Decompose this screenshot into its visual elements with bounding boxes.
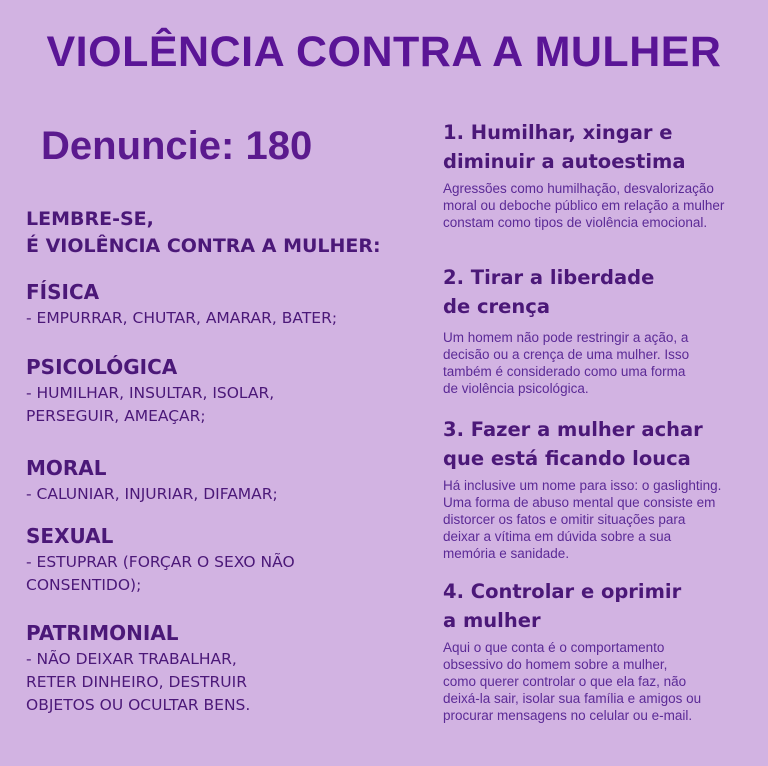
reminder-line-1: LEMBRE-SE, [26,208,154,230]
category-title: FÍSICA [26,280,100,304]
category-desc: - HUMILHAR, INSULTAR, ISOLAR, PERSEGUIR, AMEAÇAR; [26,384,275,425]
tip-body: Há inclusive um nome para isso: o gaslighting. Uma forma de abuso mental que consiste em distorcer os fatos e omitir situações para deixar a vítima em dúvida sobre a sua memória e sanidade. [443,478,722,561]
category-sexual [26,524,416,597]
category-fisica [26,280,416,330]
category-desc: - ESTUPRAR (FORÇAR O SEXO NÃO CONSENTIDO); [26,553,295,594]
category-desc: - CALUNIAR, INJURIAR, DIFAMAR; [26,485,278,503]
category-moral [26,456,416,506]
tip-title: 2. Tirar a liberdade de crença [443,266,655,318]
category-psicologica [26,355,416,428]
tip-body: Um homem não pode restringir a ação, a decisão ou a crença de uma mulher. Isso também é considerado como uma forma de violência psicológica. [443,330,690,396]
category-desc: - EMPURRAR, CHUTAR, AMARAR, BATER; [26,309,338,327]
page-title: VIOLÊNCIA CONTRA A MULHER [46,28,722,76]
tip-title: 4. Controlar e oprimir a mulher [443,580,682,632]
tip-body: Agressões como humilhação, desvalorização moral ou deboche público em relação a mulher constam como tipos de violência emocional. [443,181,725,230]
category-title: SEXUAL [26,524,114,548]
category-desc: - NÃO DEIXAR TRABALHAR, RETER DINHEIRO, DESTRUIR OBJETOS OU OCULTAR BENS. [26,650,251,714]
tip-2 [443,263,763,397]
tip-title: 1. Humilhar, xingar e diminuir a autoestima [443,121,686,173]
reminder-heading [26,206,416,260]
hotline-number: Denuncie: 180 [41,124,313,168]
tip-1 [443,118,763,231]
tip-3 [443,415,763,562]
reminder-line-2: É VIOLÊNCIA CONTRA A MULHER: [26,235,381,257]
tip-4 [443,577,763,724]
category-title: PSICOLÓGICA [26,355,178,379]
category-title: PATRIMONIAL [26,621,179,645]
tip-body: Aqui o que conta é o comportamento obsessivo do homem sobre a mulher, como querer controlar o que ela faz, não deixá-la sair, isolar sua família e amigos ou procurar mensagens no celular ou e-mail. [443,640,702,723]
category-patrimonial [26,621,416,717]
tip-title: 3. Fazer a mulher achar que está ficando louca [443,418,703,470]
category-title: MORAL [26,456,107,480]
